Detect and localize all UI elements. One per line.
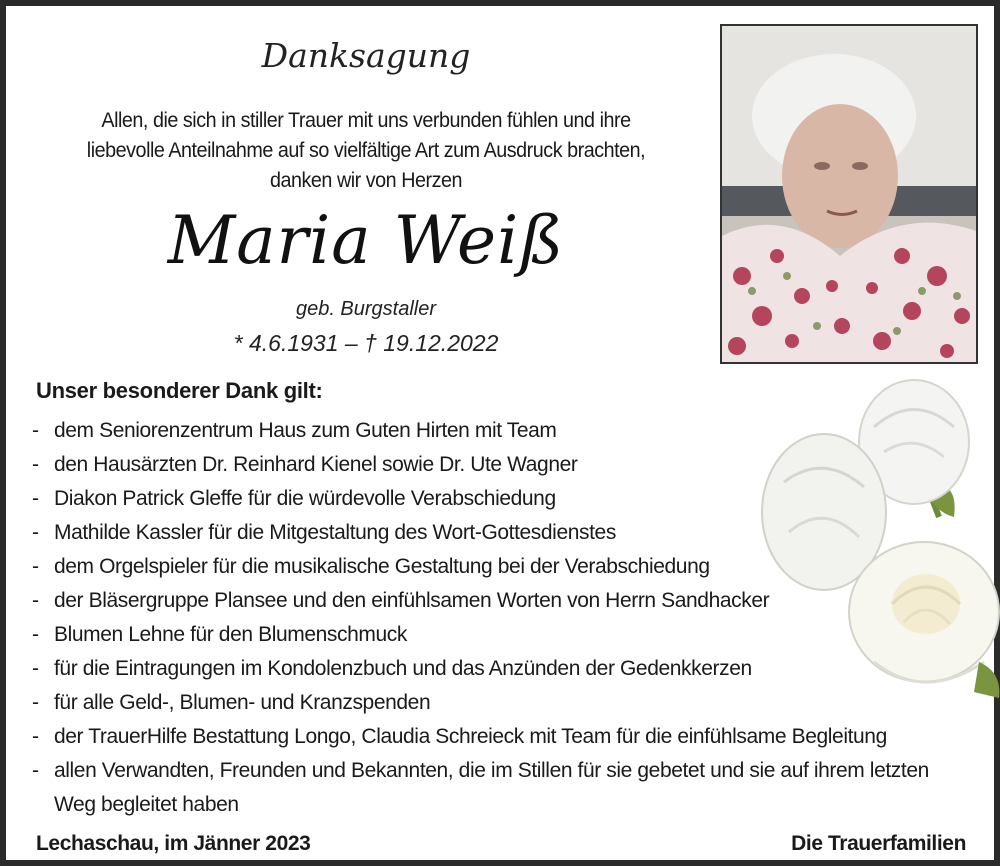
portrait-photo: [720, 24, 978, 364]
bullet-dash: -: [32, 759, 39, 782]
list-item: [32, 516, 912, 550]
bullet-dash: -: [32, 419, 39, 442]
intro-line: Allen, die sich in stiller Trauer mit uns verbunden fühlen und ihre: [101, 109, 631, 132]
maiden-name: geb. Burgstaller: [295, 298, 437, 320]
signature: Die Trauerfamilien: [791, 832, 966, 855]
list-item-text: dem Orgelspieler für die musikalische Gestaltung bei der Verabschiedung: [54, 555, 710, 578]
list-item: [32, 652, 912, 686]
place-date: Lechaschau, im Jänner 2023: [36, 832, 311, 855]
bullet-dash: -: [32, 487, 39, 510]
list-item: [32, 448, 912, 482]
bullet-dash: -: [32, 521, 39, 544]
bullet-dash: -: [32, 691, 39, 714]
intro-line: liebevolle Anteilnahme auf so vielfältige Art zum Ausdruck brachten,: [86, 139, 646, 162]
list-item: [32, 686, 912, 720]
intro-text: [46, 106, 685, 196]
deceased-name: Maria Weiß: [167, 202, 565, 279]
list-item: [32, 482, 912, 516]
list-item-text: dem Seniorenzentrum Haus zum Guten Hirten mit Team: [54, 419, 557, 442]
life-dates: * 4.6.1931 – † 19.12.2022: [233, 330, 499, 356]
list-item-text: Blumen Lehne für den Blumenschmuck: [54, 623, 407, 646]
list-item-text: der Bläsergruppe Plansee und den einfühlsamen Worten von Herrn Sandhacker: [54, 589, 770, 612]
heading: Danksagung: [261, 36, 471, 75]
bullet-dash: -: [32, 555, 39, 578]
list-item-text: für die Eintragungen im Kondolenzbuch und das Anzünden der Gedenkkerzen: [54, 657, 752, 680]
list-item-text: allen Verwandten, Freunden und Bekannten, die im Stillen für sie gebetet und sie auf ihrem letzten Weg begleitet haben: [54, 759, 929, 816]
portrait-illustration: [722, 26, 976, 362]
list-item: [32, 550, 912, 584]
bullet-dash: -: [32, 657, 39, 680]
bullet-dash: -: [32, 453, 39, 476]
list-item-text: Mathilde Kassler für die Mitgestaltung des Wort-Gottesdienstes: [54, 521, 616, 544]
list-item-text: für alle Geld-, Blumen- und Kranzspenden: [54, 691, 431, 714]
thanks-title: Unser besonderer Dank gilt:: [36, 378, 323, 403]
list-item: [32, 754, 934, 822]
thanks-list: [32, 414, 929, 822]
list-item: [32, 720, 912, 754]
bullet-dash: -: [32, 725, 39, 748]
list-item: [32, 414, 912, 448]
list-item-text: den Hausärzten Dr. Reinhard Kienel sowie Dr. Ute Wagner: [54, 453, 578, 476]
bullet-dash: -: [32, 623, 39, 646]
list-item: [32, 584, 912, 618]
list-item-text: der TrauerHilfe Bestattung Longo, Claudia Schreieck mit Team für die einfühlsame Begleitung: [54, 725, 887, 748]
intro-line: danken wir von Herzen: [269, 169, 463, 192]
list-item-text: Diakon Patrick Gleffe für die würdevolle Verabschiedung: [54, 487, 556, 510]
list-item: [32, 618, 912, 652]
bullet-dash: -: [32, 589, 39, 612]
